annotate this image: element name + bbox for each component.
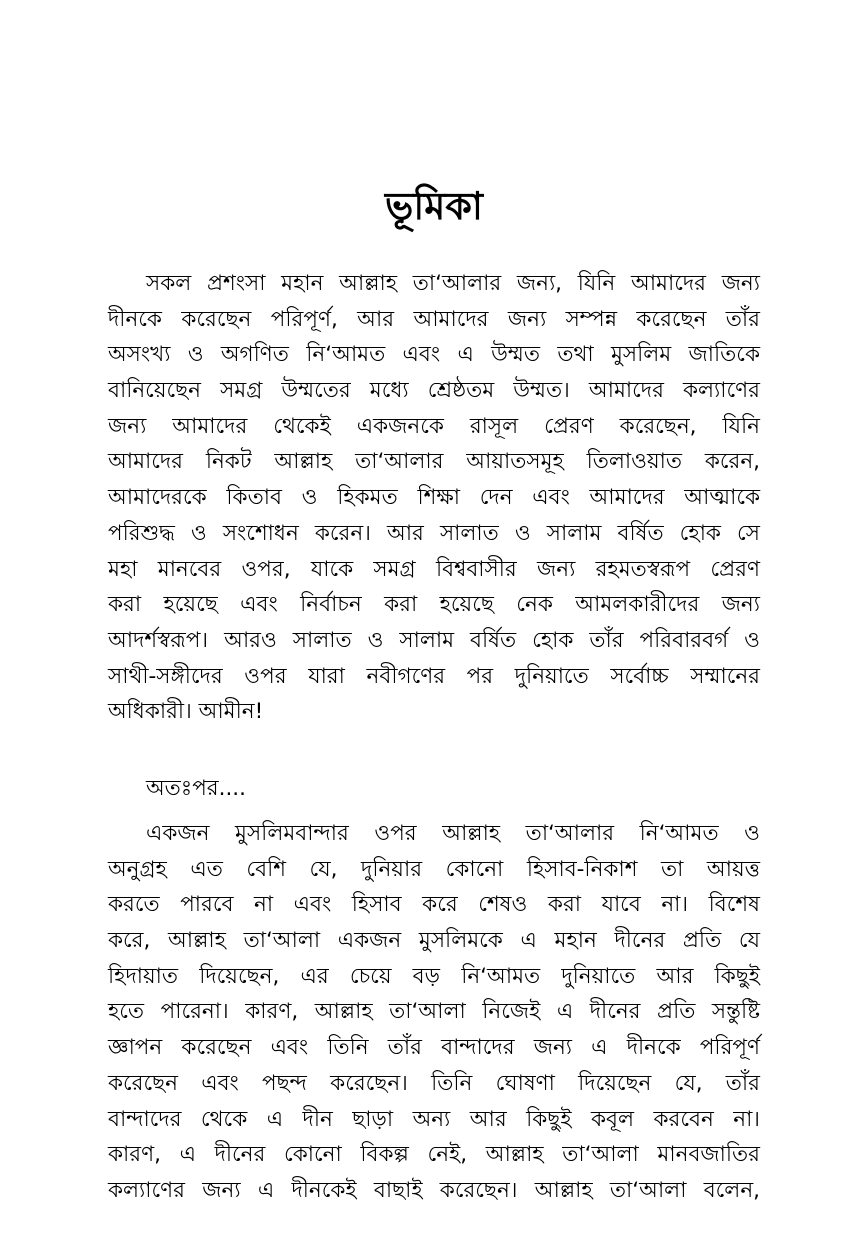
text-line: অধিকারী। আমীন! — [108, 699, 264, 725]
text-line: জন্য আমাদের থেকেই একজনকে রাসূল প্রেরণ করেছেন, যিনি — [108, 413, 760, 439]
text-line: অতঃপর.... — [146, 776, 246, 801]
text-line: অনুগ্রহ এত বেশি যে, দুনিয়ার কোনো হিসাব-নিকাশ তা আয়ত্ত — [108, 856, 760, 882]
text-line: কারণ, এ দীনের কোনো বিকল্প নেই, আল্লাহ তা‘আলা মানবজাতির — [108, 1142, 760, 1168]
text-line: আদর্শস্বরূপ। আরও সালাত ও সালাম বর্ষিত হোক তাঁর পরিবারবর্গ ও — [108, 627, 760, 653]
page-title: ভূমিকা — [385, 184, 483, 228]
text-line: কল্যাণের জন্য এ দীনকেই বাছাই করেছেন। আল্লাহ তা‘আলা বলেন, — [108, 1177, 760, 1203]
paragraph-intro — [108, 266, 760, 730]
text-line: মহা মানবের ওপর, যাকে সমগ্র বিশ্ববাসীর জন্য রহমতস্বরূপ প্রেরণ — [108, 556, 760, 582]
text-line: আমাদের নিকট আল্লাহ তা‘আলার আয়াতসমূহ তিলাওয়াত করেন, — [108, 449, 760, 475]
text-line: জ্ঞাপন করেছেন এবং তিনি তাঁর বান্দাদের জন্য এ দীনকে পরিপূর্ণ — [108, 1035, 760, 1061]
text-line: করতে পারবে না এবং হিসাব করে শেষও করা যাবে না। বিশেষ — [108, 892, 760, 918]
text-line: আমাদেরকে কিতাব ও হিকমত শিক্ষা দেন এবং আমাদের আত্মাকে — [108, 485, 760, 511]
text-line: সাথী-সঙ্গীদের ওপর যারা নবীগণের পর দুনিয়াতে সর্বোচ্চ সম্মানের — [108, 663, 760, 689]
text-line: বান্দাদের থেকে এ দীন ছাড়া অন্য আর কিছুই কবূল করবেন না। — [108, 1106, 760, 1132]
text-line: দীনকে করেছেন পরিপূর্ণ, আর আমাদের জন্য সম্পন্ন করেছেন তাঁর — [108, 306, 760, 332]
text-line: করা হয়েছে এবং নির্বাচন করা হয়েছে নেক আমলকারীদের জন্য — [108, 592, 760, 618]
text-line: সকল প্রশংসা মহান আল্লাহ তা‘আলার জন্য, যিনি আমাদের জন্য — [146, 271, 760, 296]
text-line: একজন মুসলিমবান্দার ওপর আল্লাহ তা‘আলার নি‘আমত ও — [146, 821, 760, 846]
text-line: হিদায়াত দিয়েছেন, এর চেয়ে বড় নি‘আমত দুনিয়াতে আর কিছুই — [108, 963, 760, 989]
text-line: করেছেন এবং পছন্দ করেছেন। তিনি ঘোষণা দিয়েছেন যে, তাঁর — [108, 1070, 760, 1096]
text-line: বানিয়েছেন সমগ্র উম্মতের মধ্যে শ্রেষ্ঠতম উম্মত। আমাদের কল্যাণের — [108, 378, 760, 404]
text-line: পরিশুদ্ধ ও সংশোধন করেন। আর সালাত ও সালাম বর্ষিত হোক সে — [108, 520, 760, 546]
paragraph-transition — [108, 771, 760, 807]
text-line: করে, আল্লাহ তা‘আলা একজন মুসলিমকে এ মহান দীনের প্রতি যে — [108, 928, 760, 954]
text-line: হতে পারেনা। কারণ, আল্লাহ তা‘আলা নিজেই এ দীনের প্রতি সন্তুষ্টি — [108, 999, 760, 1025]
text-line: অসংখ্য ও অগণিত নি‘আমত এবং এ উম্মত তথা মুসলিম জাতিকে — [108, 342, 760, 368]
paragraph-body — [108, 816, 760, 1209]
